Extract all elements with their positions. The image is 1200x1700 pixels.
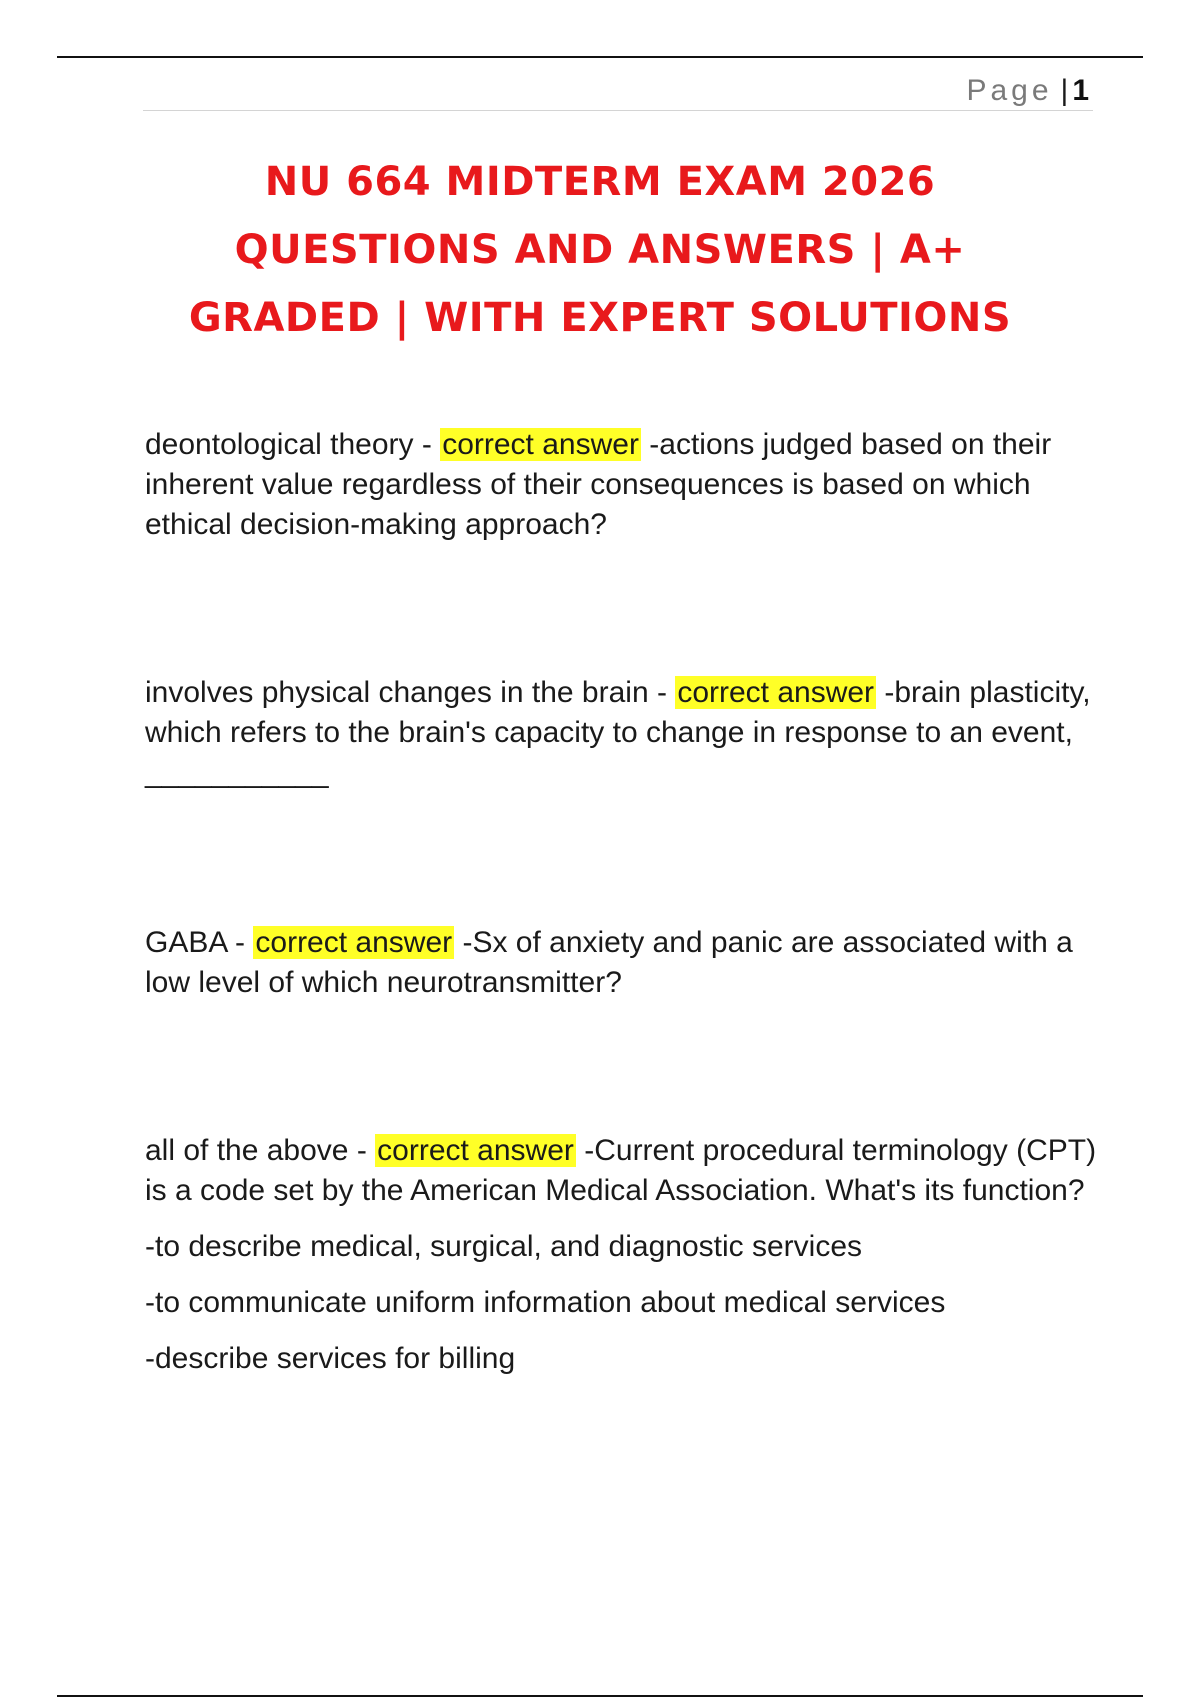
correct-answer-highlight: correct answer xyxy=(377,1134,574,1167)
qa-item xyxy=(145,1131,1105,1379)
qa-answer: all of the above xyxy=(145,1134,349,1167)
answer-option: -to communicate uniform information about medical services xyxy=(145,1286,946,1319)
qa-item xyxy=(145,673,1105,793)
page-separator: | xyxy=(1060,74,1069,107)
qa-question: -actions judged based on their inherent value regardless of their consequences is based on which ethical decision-making approach? xyxy=(145,428,1052,541)
top-rule xyxy=(57,56,1143,58)
correct-answer-highlight: correct answer xyxy=(442,428,639,461)
qa-answer: deontological theory xyxy=(145,428,414,461)
qa-answer: involves physical changes in the brain xyxy=(145,676,649,709)
answer-option: -describe services for billing xyxy=(145,1342,516,1375)
qa-item xyxy=(145,425,1105,545)
answer-option: -to describe medical, surgical, and diagnostic services xyxy=(145,1230,862,1263)
qa-dash: - xyxy=(226,926,254,959)
correct-answer-highlight: correct answer xyxy=(255,926,453,959)
page-header xyxy=(143,72,1093,111)
page-label: Page xyxy=(966,74,1053,107)
qa-question: -Current procedural terminology (CPT) is a code set by the American Medical Association. What's its function? xyxy=(145,1134,1097,1207)
bottom-rule xyxy=(57,1695,1143,1697)
title-line: GRADED | WITH EXPERT SOLUTIONS xyxy=(188,295,1012,341)
title-line: QUESTIONS AND ANSWERS | A+ xyxy=(234,227,966,273)
document-title xyxy=(100,148,1100,352)
qa-question: -Sx of anxiety and panic are associated with a low level of which neurotransmitter? xyxy=(145,926,1073,999)
qa-item xyxy=(145,923,1105,1003)
qa-dash: - xyxy=(413,428,441,461)
title-line: NU 664 MIDTERM EXAM 2026 xyxy=(264,159,936,205)
qa-answer: GABA xyxy=(145,926,227,959)
page-number: 1 xyxy=(1072,74,1089,107)
qa-dash: - xyxy=(648,676,676,709)
qa-dash: - xyxy=(348,1134,376,1167)
qa-question: -brain plasticity, which refers to the brain's capacity to change in response to an event, ___________ xyxy=(145,676,1091,789)
correct-answer-highlight: correct answer xyxy=(677,676,875,709)
